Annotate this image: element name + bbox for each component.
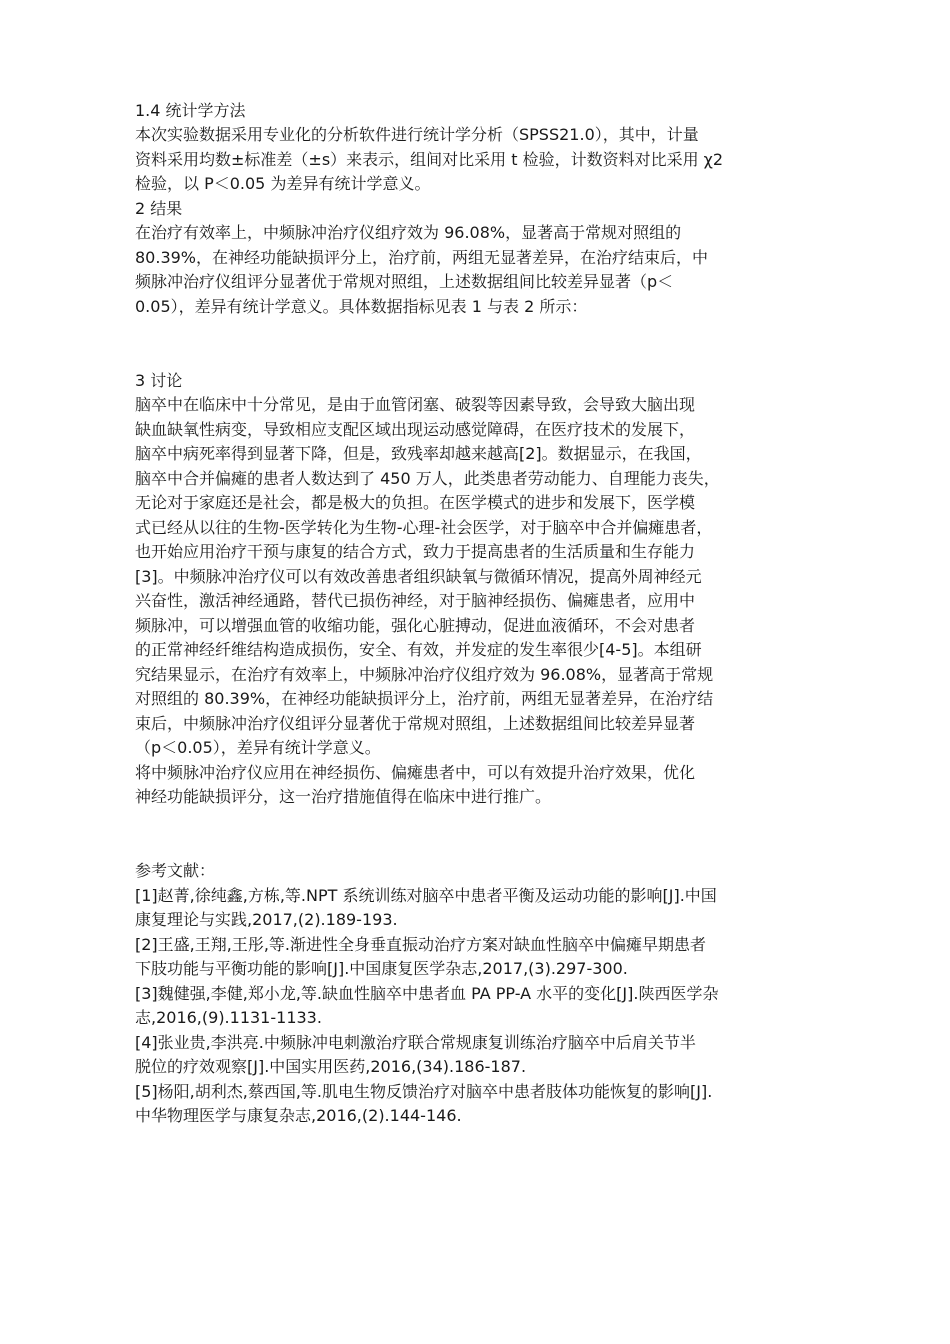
text-line: 也开始应用治疗干预与康复的结合方式，致力于提高患者的生活质量和生存能力 (135, 542, 696, 561)
text-line: 本次实验数据采用专业化的分析软件进行统计学分析（SPSS21.0），其中，计量 (135, 125, 699, 144)
text-line: [3]。中频脉冲治疗仪可以有效改善患者组织缺氧与微循环情况，提高外周神经元 (135, 567, 702, 586)
text-line: 资料采用均数±标准差（±s）来表示，组间对比采用 t 检验，计数资料对比采用 χ2 (135, 150, 724, 169)
text-line: 80.39%，在神经功能缺损评分上，治疗前，两组无显著差异，在治疗结束后，中 (135, 248, 709, 267)
reference-line: [4]张业贵,李洪亮.中频脉冲电刺激治疗联合常规康复训练治疗脑卒中后肩关节半 (135, 1033, 696, 1052)
reference-line: [3]魏健强,李健,郑小龙,等.缺血性脑卒中患者血 PA PP-A 水平的变化[J].陕西医学杂 (135, 984, 719, 1003)
text-line: 式已经从以往的生物-医学转化为生物-心理-社会医学，对于脑卒中合并偏瘫患者， (135, 518, 713, 537)
reference-line: [5]杨阳,胡利杰,蔡西国,等.肌电生物反馈治疗对脑卒中患者肢体功能恢复的影响[J]. (135, 1082, 713, 1101)
reference-line: 脱位的疗效观察[J].中国实用医药,2016,(34).186-187. (135, 1057, 527, 1076)
text-line: 神经功能缺损评分，这一治疗措施值得在临床中进行推广。 (135, 787, 552, 806)
text-line: 将中频脉冲治疗仪应用在神经损伤、偏瘫患者中，可以有效提升治疗效果，优化 (135, 763, 696, 782)
section-heading: 1.4 统计学方法 (135, 101, 246, 120)
reference-line: 康复理论与实践,2017,(2).189-193. (135, 910, 398, 929)
reference-line: [1]赵菁,徐纯鑫,方栋,等.NPT 系统训练对脑卒中患者平衡及运动功能的影响[J].中国 (135, 886, 717, 905)
text-line: 0.05），差异有统计学意义。具体数据指标见表 1 与表 2 所示： (135, 297, 588, 316)
text-line: 兴奋性，激活神经通路，替代已损伤神经，对于脑神经损伤、偏瘫患者，应用中 (135, 591, 696, 610)
reference-line: 中华物理医学与康复杂志,2016,(2).144-146. (135, 1106, 462, 1125)
text-line: 缺血缺氧性病变，导致相应支配区域出现运动感觉障碍，在医疗技术的发展下， (135, 420, 696, 439)
text-line: 脑卒中在临床中十分常见，是由于血管闭塞、破裂等因素导致，会导致大脑出现 (135, 395, 696, 414)
text-line: 的正常神经纤维结构造成损伤，安全、有效，并发症的发生率很少[4-5]。本组研 (135, 640, 702, 659)
reference-line: 下肢功能与平衡功能的影响[J].中国康复医学杂志,2017,(3).297-300. (135, 959, 628, 978)
text-line: 脑卒中病死率得到显著下降，但是，致残率却越来越高[2]。数据显示，在我国， (135, 444, 702, 463)
text-line: 束后，中频脉冲治疗仪组评分显著优于常规对照组，上述数据组间比较差异显著 (135, 714, 696, 733)
references-heading: 参考文献： (135, 861, 216, 880)
text-line: 究结果显示，在治疗有效率上，中频脉冲治疗仪组疗效为 96.08%，显著高于常规 (135, 665, 714, 684)
text-line: 脑卒中合并偏瘫的患者人数达到了 450 万人，此类患者劳动能力、自理能力丧失， (135, 469, 720, 488)
text-line: 检验，以 P＜0.05 为差异有统计学意义。 (135, 174, 431, 193)
text-line: 对照组的 80.39%，在神经功能缺损评分上，治疗前，两组无显著差异，在治疗结 (135, 689, 714, 708)
reference-line: 志,2016,(9).1131-1133. (135, 1008, 322, 1027)
text-line: 无论对于家庭还是社会，都是极大的负担。在医学模式的进步和发展下，医学模 (135, 493, 696, 512)
text-line: 频脉冲，可以增强血管的收缩功能，强化心脏搏动，促进血液循环，不会对患者 (135, 616, 696, 635)
section-heading: 2 结果 (135, 199, 183, 218)
text-line: （p＜0.05），差异有统计学意义。 (135, 738, 381, 757)
reference-line: [2]王盛,王翔,王彤,等.渐进性全身垂直振动治疗方案对缺血性脑卒中偏瘫早期患者 (135, 935, 707, 954)
text-line: 频脉冲治疗仪组评分显著优于常规对照组，上述数据组间比较差异显著（p＜ (135, 272, 674, 291)
section-heading: 3 讨论 (135, 371, 183, 390)
text-line: 在治疗有效率上，中频脉冲治疗仪组疗效为 96.08%，显著高于常规对照组的 (135, 223, 682, 242)
